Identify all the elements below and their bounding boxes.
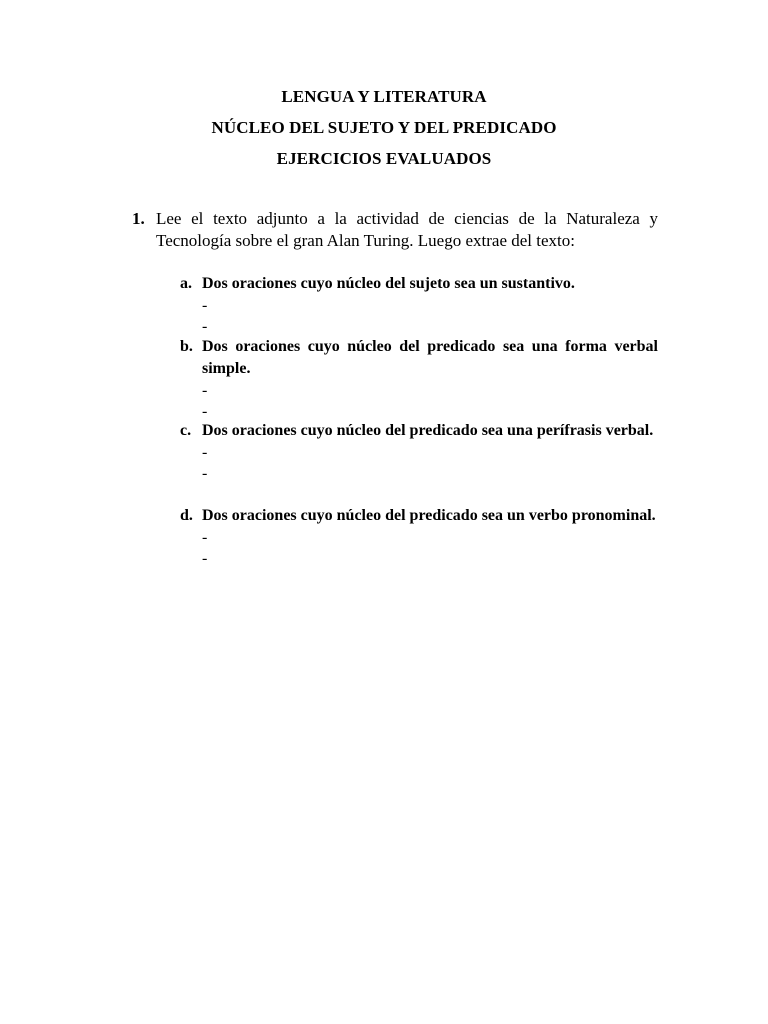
item-text: Dos oraciones cuyo núcleo del predicado sea una perífrasis verbal. bbox=[202, 422, 654, 439]
item-d bbox=[180, 505, 658, 569]
title-topic: NÚCLEO DEL SUJETO Y DEL PREDICADO bbox=[211, 118, 557, 137]
answer-blank: - bbox=[202, 465, 208, 482]
answer-blank: - bbox=[202, 403, 208, 420]
answer-blank: - bbox=[202, 382, 208, 399]
item-letter: b. bbox=[180, 338, 193, 355]
item-text: Dos oraciones cuyo núcleo del predicado sea una forma verbal simple. bbox=[202, 338, 658, 377]
question-number: 1. bbox=[132, 209, 145, 228]
item-c bbox=[180, 420, 658, 484]
item-letter: a. bbox=[180, 275, 192, 292]
item-letter: c. bbox=[180, 422, 192, 439]
answer-blank: - bbox=[202, 444, 208, 461]
title-exercise-type: EJERCICIOS EVALUADOS bbox=[276, 149, 492, 168]
answer-blank: - bbox=[202, 550, 208, 567]
item-text: Dos oraciones cuyo núcleo del predicado sea un verbo pronominal. bbox=[202, 507, 656, 524]
answer-blank: - bbox=[202, 318, 208, 335]
question-text: Lee el texto adjunto a la actividad de ciencias de la Naturaleza y Tecnología sobre el gran Alan Turing. Luego extrae del texto: bbox=[156, 209, 658, 250]
item-a bbox=[180, 273, 658, 337]
answer-blank: - bbox=[202, 529, 208, 546]
item-letter: d. bbox=[180, 507, 193, 524]
item-b bbox=[180, 336, 658, 422]
item-text: Dos oraciones cuyo núcleo del sujeto sea un sustantivo. bbox=[202, 275, 575, 292]
title-subject: LENGUA Y LITERATURA bbox=[281, 87, 487, 106]
answer-blank: - bbox=[202, 297, 208, 314]
question-1 bbox=[132, 208, 658, 252]
